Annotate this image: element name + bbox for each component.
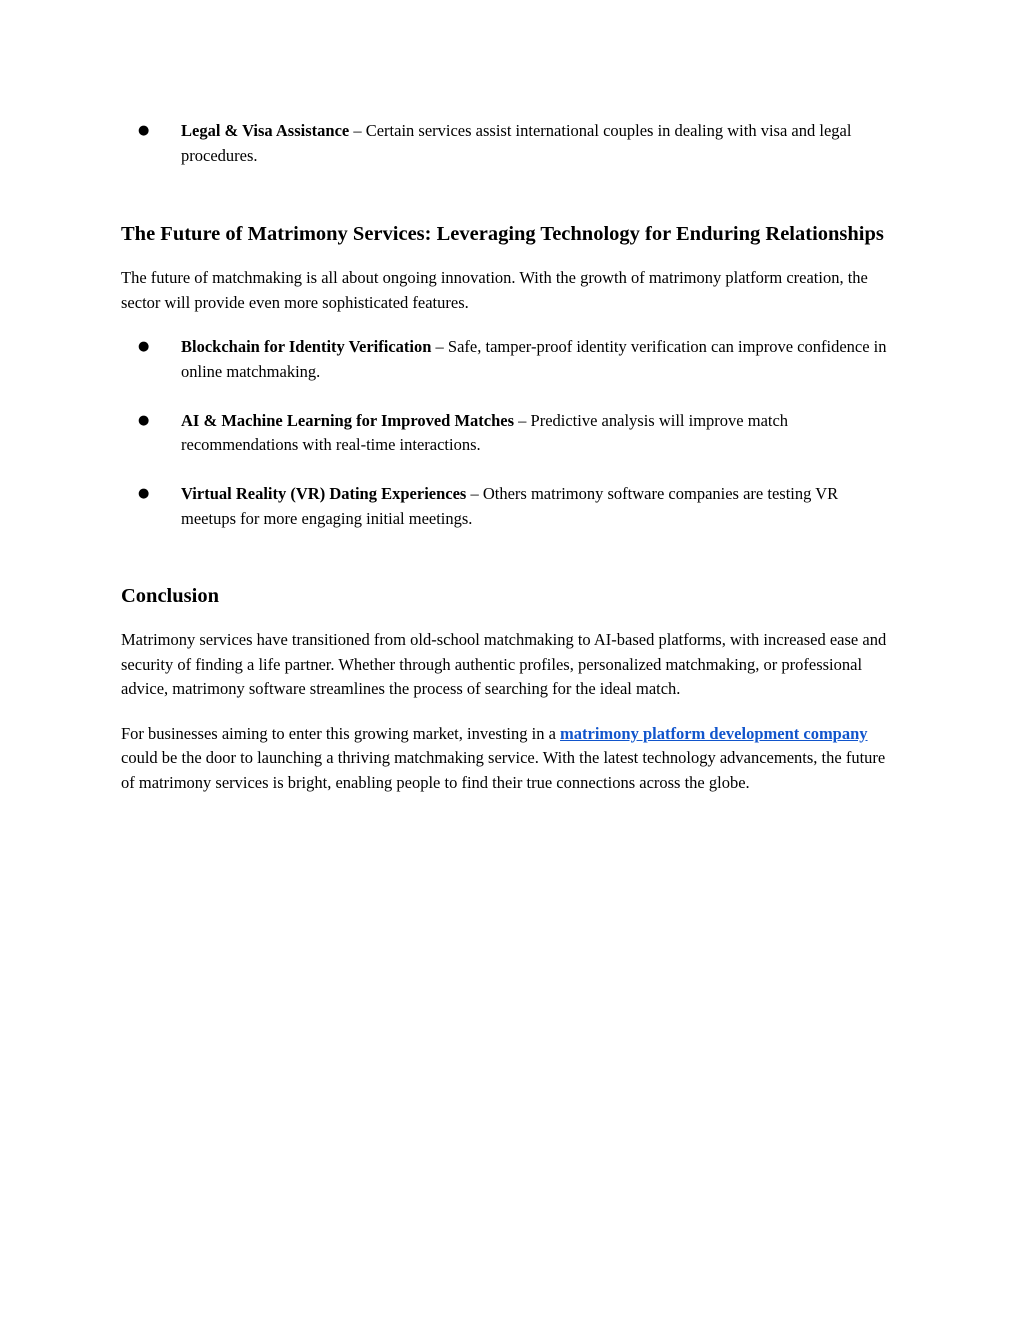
conclusion-paragraph-1: Matrimony services have transitioned from old-school matchmaking to AI-based platforms, with increased ease and security of finding a life partner. Whether through authentic profiles, personalized matchmaking, or professional advice, matrimony software streamlines the process of searching for the ideal match. bbox=[121, 630, 887, 698]
document-content bbox=[121, 119, 896, 795]
list-item-text: – Safe, tamper-proof identity verification can improve confidence in online matchmaking. bbox=[181, 337, 887, 381]
bullet-icon: ● bbox=[138, 412, 150, 428]
top-bullet-list bbox=[121, 119, 896, 168]
future-section-heading: The Future of Matrimony Services: Leveraging Technology for Enduring Relationships bbox=[121, 223, 884, 245]
list-item-title: Legal & Visa Assistance bbox=[181, 121, 350, 140]
conclusion-paragraph-2 bbox=[121, 722, 896, 796]
list-item-ai-ml bbox=[121, 409, 896, 458]
future-section-intro: The future of matchmaking is all about ongoing innovation. With the growth of matrimony platform creation, the sector will provide even more sophisticated features. bbox=[121, 268, 868, 312]
list-item-title: Blockchain for Identity Verification bbox=[181, 337, 432, 356]
conclusion-heading: Conclusion bbox=[121, 585, 219, 607]
list-item-text: – Others matrimony software companies are testing VR meetups for more engaging initial meetings. bbox=[181, 484, 839, 528]
list-item-title: Virtual Reality (VR) Dating Experiences bbox=[181, 484, 467, 503]
list-item-text: – Predictive analysis will improve match recommendations with real-time interactions. bbox=[181, 410, 789, 454]
future-feature-list bbox=[121, 335, 896, 531]
list-item-vr-dating bbox=[121, 482, 896, 531]
list-item-blockchain bbox=[121, 335, 896, 384]
list-item-title: AI & Machine Learning for Improved Matches bbox=[181, 410, 515, 430]
list-item-text: – Certain services assist international couples in dealing with visa and legal procedures. bbox=[181, 121, 852, 165]
bullet-icon: ● bbox=[138, 486, 150, 501]
bullet-icon: ● bbox=[138, 339, 150, 354]
paragraph-text-after-link: could be the door to launching a thriving matchmaking service. With the latest technology advancements, the future of matrimony services is bright, enabling people to find their true connections across the globe. bbox=[121, 748, 886, 792]
bullet-icon: ● bbox=[138, 123, 150, 138]
matrimony-platform-link[interactable]: matrimony platform development company bbox=[560, 723, 868, 743]
list-item-legal-visa bbox=[121, 119, 896, 168]
paragraph-text-before-link: For businesses aiming to enter this growing market, investing in a bbox=[121, 723, 561, 743]
